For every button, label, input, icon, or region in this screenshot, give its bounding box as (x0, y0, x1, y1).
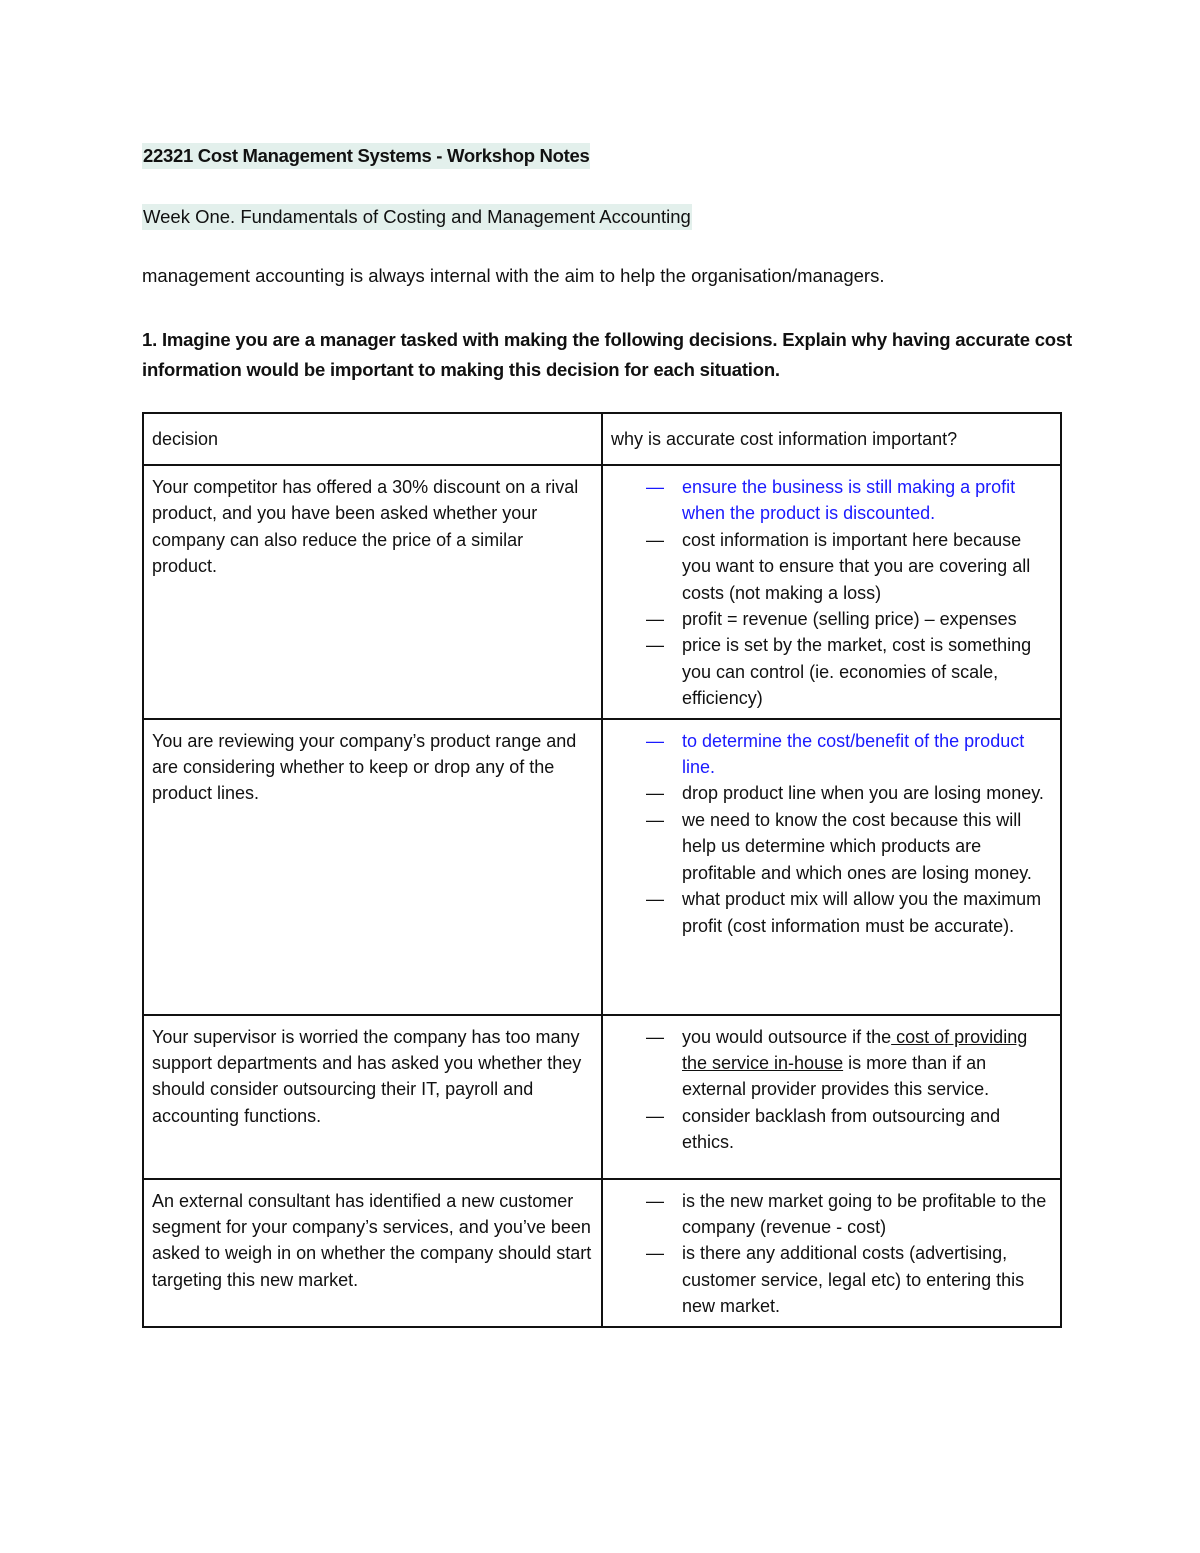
item-text: cost information is important here because you want to ensure that you are covering all costs (not making a loss) (682, 529, 1031, 603)
item-text: ensure the business is still making a profit when the product is discounted. (682, 477, 1016, 524)
question-1: 1. Imagine you are a manager tasked with making the following decisions. Explain why having accurate cost information would be important to making this decision for each situation. (142, 329, 1072, 380)
item-text: drop product line when you are losing money. (682, 783, 1044, 804)
dash-bullet-icon: — (646, 477, 664, 497)
list-item (646, 1103, 1052, 1156)
table-header-row (143, 413, 1061, 465)
list-item (646, 1240, 1052, 1319)
dash-bullet-icon: — (646, 529, 664, 550)
dash-bullet-icon: — (646, 730, 664, 751)
dash-bullet-icon: — (646, 1243, 664, 1264)
decision-cell: Your supervisor is worried the company has too many support departments and has asked you whether they should consider outsourcing their IT, payroll and accounting functions. (143, 1015, 602, 1179)
week-heading: Week One. Fundamentals of Costing and Management Accounting (142, 204, 692, 230)
item-text: is the new market going to be profitable to the company (revenue - cost) (682, 1190, 1047, 1238)
item-text-pre: you would outsource if the (682, 1026, 892, 1047)
table-row (143, 1015, 1061, 1179)
header-decision: decision (143, 413, 602, 465)
dash-bullet-icon: — (646, 1190, 664, 1211)
dash-bullet-icon: — (646, 1105, 664, 1126)
reason-cell (602, 465, 1061, 719)
list-item (646, 780, 1052, 806)
item-text: what product mix will allow you the maximum profit (cost information must be accurate). (682, 889, 1042, 936)
list-item (646, 606, 1052, 632)
list-item (646, 527, 1052, 606)
item-text-post: is more than if an external provider provides this service. (682, 1053, 990, 1100)
reason-list (611, 728, 1052, 939)
reason-list (611, 474, 1052, 712)
header-why: why is accurate cost information important? (602, 413, 1061, 465)
dash-bullet-icon: — (646, 809, 664, 830)
table-row (143, 719, 1061, 1015)
dash-bullet-icon: — (646, 635, 664, 656)
intro-paragraph: management accounting is always internal with the aim to help the organisation/managers. (142, 265, 885, 286)
item-text: is there any additional costs (advertising, customer service, legal etc) to entering this new market. (682, 1243, 1025, 1317)
item-text-underline: cost of providing the service in-house (682, 1026, 1028, 1074)
reason-cell (602, 1015, 1061, 1179)
table-row (143, 465, 1061, 719)
item-text: we need to know the cost because this will help us determine which products are profitable and which ones are losing money. (682, 809, 1032, 883)
item-text: price is set by the market, cost is something you can control (ie. economies of scale, efficiency) (682, 635, 1032, 709)
reason-list (611, 1188, 1052, 1320)
decision-cell: Your competitor has offered a 30% discount on a rival product, and you have been asked whether your company can also reduce the price of a similar product. (143, 465, 602, 719)
reason-list (611, 1024, 1052, 1156)
dash-bullet-icon: — (646, 783, 664, 804)
list-item (646, 886, 1052, 939)
decision-cell: An external consultant has identified a new customer segment for your company’s services, and you’ve been asked to weigh in on whether the company should start targeting this new market. (143, 1179, 602, 1327)
list-item (646, 728, 1052, 781)
dash-bullet-icon: — (646, 609, 664, 630)
list-item (646, 632, 1052, 711)
item-text: to determine the cost/benefit of the product line. (682, 730, 1025, 778)
dash-bullet-icon: — (646, 889, 664, 910)
table-row (143, 1179, 1061, 1327)
list-item (646, 1188, 1052, 1241)
document-title: 22321 Cost Management Systems - Workshop Notes (142, 143, 590, 169)
dash-bullet-icon: — (646, 1026, 664, 1047)
decision-cell: You are reviewing your company’s product range and are considering whether to keep or drop any of the product lines. (143, 719, 602, 1015)
list-item (646, 1024, 1052, 1103)
list-item (646, 474, 1052, 527)
decisions-table (142, 412, 1062, 1328)
reason-cell (602, 719, 1061, 1015)
item-text: consider backlash from outsourcing and ethics. (682, 1105, 1001, 1153)
list-item (646, 807, 1052, 886)
item-text: profit = revenue (selling price) – expenses (682, 609, 1017, 630)
reason-cell (602, 1179, 1061, 1327)
